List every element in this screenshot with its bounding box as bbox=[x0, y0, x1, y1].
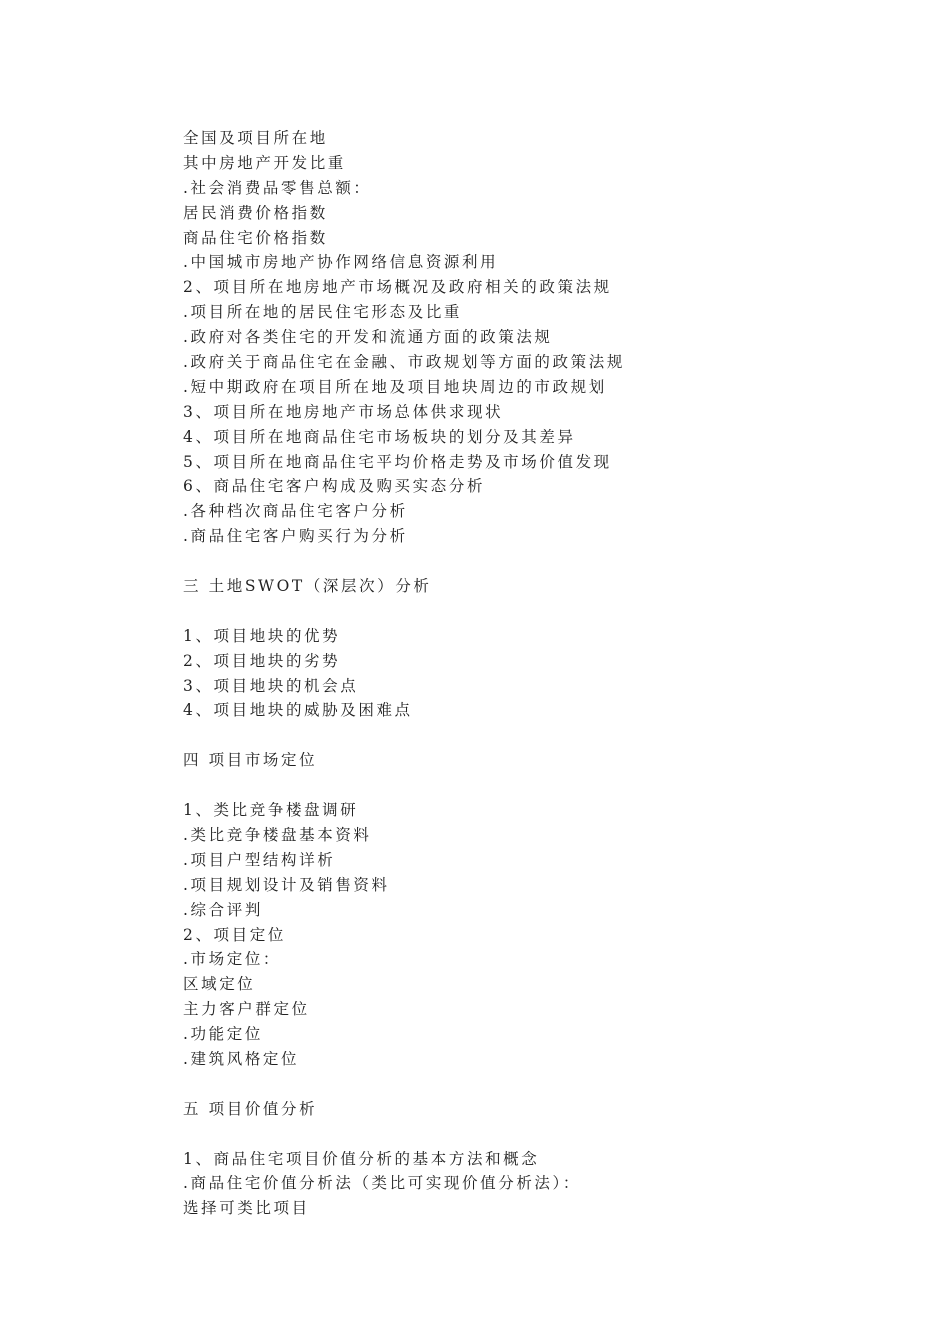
section-heading: 三 土地SWOT（深层次）分析 bbox=[183, 577, 432, 596]
text-line: .商品住宅价值分析法（类比可实现价值分析法）： bbox=[183, 1174, 581, 1193]
blank-line bbox=[183, 723, 883, 748]
text-line: .项目所在地的居民住宅形态及比重 bbox=[183, 303, 463, 322]
blank-line bbox=[183, 599, 883, 624]
text-line: 选择可类比项目 bbox=[183, 1199, 310, 1218]
text-line: 1、类比竞争楼盘调研 bbox=[183, 801, 359, 820]
text-line: 2、项目所在地房地产市场概况及政府相关的政策法规 bbox=[183, 278, 612, 297]
text-line: 1、项目地块的优势 bbox=[183, 626, 341, 645]
text-line: 4、项目地块的威胁及困难点 bbox=[183, 701, 413, 720]
text-line: .社会消费品零售总额： bbox=[183, 178, 372, 197]
text-line: 其中房地产开发比重 bbox=[183, 153, 346, 172]
text-line: 6、商品住宅客户构成及购买实态分析 bbox=[183, 477, 486, 496]
text-line: 1、商品住宅项目价值分析的基本方法和概念 bbox=[183, 1149, 540, 1168]
text-line: 全国及项目所在地 bbox=[183, 129, 328, 147]
text-line: .商品住宅客户购买行为分析 bbox=[183, 527, 408, 546]
text-line: .综合评判 bbox=[183, 900, 263, 919]
text-line: 主力客户群定位 bbox=[183, 1000, 310, 1019]
blank-line bbox=[183, 549, 883, 574]
text-line: 2、项目地块的劣势 bbox=[183, 651, 341, 670]
section-heading: 四 项目市场定位 bbox=[183, 751, 318, 770]
text-line: .政府对各类住宅的开发和流通方面的政策法规 bbox=[183, 328, 553, 347]
blank-line bbox=[183, 773, 883, 798]
text-line: 居民消费价格指数 bbox=[183, 203, 328, 222]
text-line: 3、项目所在地房地产市场总体供求现状 bbox=[183, 402, 504, 421]
text-line: .政府关于商品住宅在金融、市政规划等方面的政策法规 bbox=[183, 353, 625, 372]
text-line: .建筑风格定位 bbox=[183, 1049, 300, 1068]
text-line: 区域定位 bbox=[183, 975, 256, 994]
text-line: .各种档次商品住宅客户分析 bbox=[183, 502, 408, 521]
text-line: .市场定位： bbox=[183, 950, 282, 969]
text-line: 2、项目定位 bbox=[183, 925, 286, 944]
text-line: .项目规划设计及销售资料 bbox=[183, 875, 390, 894]
blank-line bbox=[183, 1122, 883, 1147]
text-line: .类比竞争楼盘基本资料 bbox=[183, 825, 372, 844]
blank-line bbox=[183, 1072, 883, 1097]
text-line: 5、项目所在地商品住宅平均价格走势及市场价值发现 bbox=[183, 452, 612, 471]
text-line: .中国城市房地产协作网络信息资源利用 bbox=[183, 253, 499, 272]
text-line: .项目户型结构详析 bbox=[183, 850, 336, 869]
text-line: .短中期政府在项目所在地及项目地块周边的市政规划 bbox=[183, 377, 607, 396]
text-line: .功能定位 bbox=[183, 1025, 263, 1044]
text-line: 商品住宅价格指数 bbox=[183, 228, 328, 247]
text-line: 3、项目地块的机会点 bbox=[183, 676, 359, 695]
text-line: 4、项目所在地商品住宅市场板块的划分及其差异 bbox=[183, 427, 576, 446]
section-heading: 五 项目价值分析 bbox=[183, 1099, 318, 1118]
document-page bbox=[183, 126, 883, 1221]
